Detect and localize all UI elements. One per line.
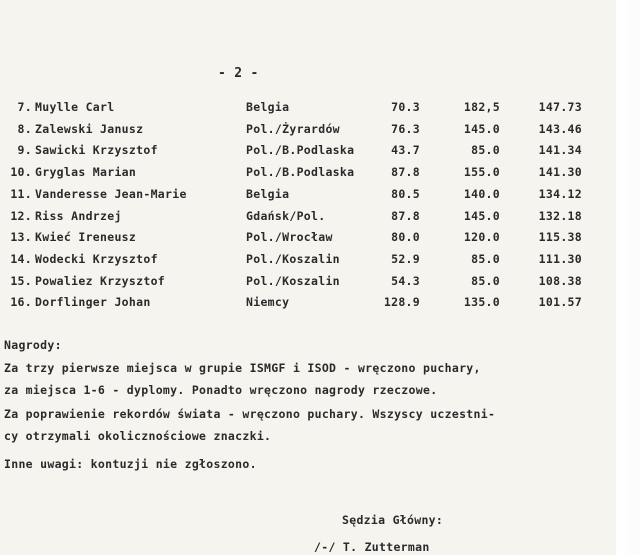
result-weight: 87.8 [391,165,420,180]
result-index: 12. [10,208,32,223]
judge-signature: /-/ T. Zutterman [314,540,430,554]
table-row [0,100,616,120]
result-club: Pol./Żyrardów [246,121,340,136]
awards-line: Za poprawienie rekordów świata - wręczono puchary. Wszyscy uczestni- [4,407,496,421]
result-weight: 87.8 [391,208,420,223]
result-index: 9. [17,143,32,158]
result-name: Muylle Carl [35,100,115,114]
result-points: 143.46 [538,121,582,136]
result-club: Belgia [246,100,290,114]
result-weight: 43.7 [391,143,420,158]
result-club: Pol./Koszalin [246,273,340,288]
table-row [0,252,616,272]
result-name: Kwieć Ireneusz [35,230,137,245]
table-row [0,230,616,250]
result-lift: 85.0 [471,251,500,266]
result-lift: 155.0 [463,165,500,180]
result-points: 132.18 [538,208,582,223]
result-name: Riss Andrzej [35,208,122,223]
result-lift: 120.0 [463,230,500,245]
result-club: Pol./Koszalin [246,251,340,266]
result-weight: 54.3 [391,273,420,288]
result-name: Wodecki Krzysztof [35,251,158,266]
result-index: 15. [10,273,32,288]
result-club: Pol./Wrocław [246,230,333,245]
result-name: Dorflinger Johan [35,295,151,310]
result-weight: 70.3 [391,100,420,114]
result-index: 11. [10,186,32,201]
result-points: 134.12 [538,186,582,201]
result-club: Gdańsk/Pol. [246,208,326,223]
table-row [0,187,616,207]
result-club: Niemcy [246,295,290,310]
result-index: 14. [10,251,32,266]
result-points: 141.34 [538,143,582,158]
judge-title: Sędzia Główny: [342,513,444,527]
page-number: - 2 - [218,66,259,81]
table-row [0,295,616,315]
result-name: Vanderesse Jean-Marie [35,186,187,201]
result-lift: 85.0 [471,143,500,158]
result-lift: 182,5 [463,100,500,114]
table-row [0,165,616,185]
result-points: 115.38 [538,230,582,245]
awards-line: za miejsca 1-6 - dyplomy. Ponadto wręczono nagrody rzeczowe. [4,383,438,397]
result-weight: 128.9 [383,295,420,310]
result-index: 7. [17,100,32,114]
result-name: Gryglas Marian [35,165,137,180]
result-weight: 76.3 [391,121,420,136]
result-index: 10. [10,165,32,180]
table-row [0,274,616,294]
result-points: 147.73 [538,100,582,114]
table-row [0,143,616,163]
result-index: 8. [17,121,32,136]
result-lift: 140.0 [463,186,500,201]
result-points: 111.30 [538,251,582,266]
result-lift: 145.0 [463,208,500,223]
result-points: 141.30 [538,165,582,180]
awards-line: cy otrzymali okolicznościowe znaczki. [4,429,272,443]
page-edge [616,0,640,555]
result-club: Pol./B.Podlaska [246,143,355,158]
awards-heading: Nagrody: [4,338,62,352]
result-weight: 80.0 [391,230,420,245]
result-club: Belgia [246,186,290,201]
result-points: 108.38 [538,273,582,288]
result-index: 16. [10,295,32,310]
result-weight: 80.5 [391,186,420,201]
other-notes: Inne uwagi: kontuzji nie zgłoszono. [4,457,257,471]
result-name: Sawicki Krzysztof [35,143,158,158]
result-name: Zalewski Janusz [35,121,144,136]
result-lift: 85.0 [471,273,500,288]
result-name: Powaliez Krzysztof [35,273,166,288]
result-club: Pol./B.Podlaska [246,165,355,180]
table-row [0,122,616,142]
awards-line: Za trzy pierwsze miejsca w grupie ISMGF i ISOD - wręczono puchary, [4,361,481,375]
result-lift: 135.0 [463,295,500,310]
result-lift: 145.0 [463,121,500,136]
result-index: 13. [10,230,32,245]
result-weight: 52.9 [391,251,420,266]
table-row [0,209,616,229]
result-points: 101.57 [538,295,582,310]
